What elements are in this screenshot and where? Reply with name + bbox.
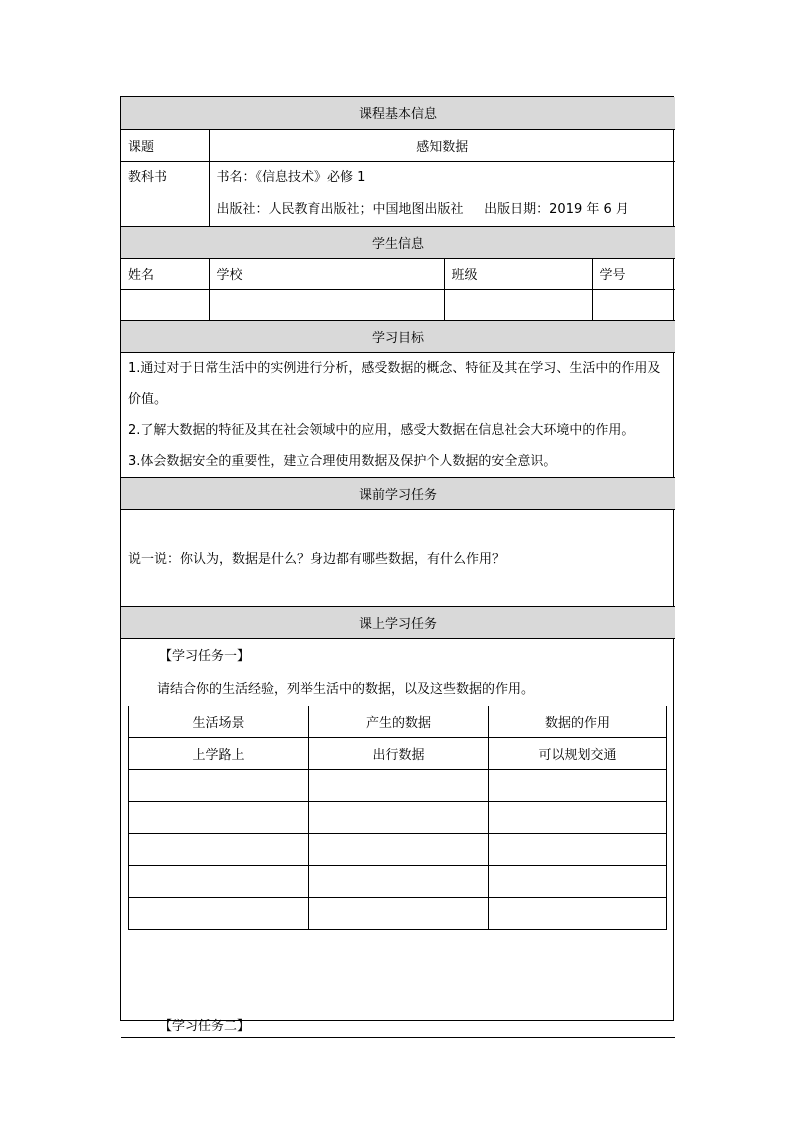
table-row: [129, 770, 667, 802]
table-row: [129, 802, 667, 834]
objective-item: 1.通过对于日常生活中的实例进行分析，感受数据的概念、特征及其在学习、生活中的作用及价值。: [128, 360, 661, 407]
section-header-pre-class: 课前学习任务: [121, 477, 675, 509]
task1-title: 【学习任务一】: [159, 648, 251, 664]
worksheet: [120, 96, 674, 1034]
example-scenario: 上学路上: [129, 738, 309, 770]
topic-value: 感知数据: [209, 129, 675, 161]
blank-cell[interactable]: [489, 898, 667, 930]
objective-item: 3.体会数据安全的重要性，建立合理使用数据及保护个人数据的安全意识。: [128, 453, 557, 469]
blank-cell[interactable]: [129, 770, 309, 802]
section-header-student-info: 学生信息: [121, 226, 675, 258]
header-generated-data: 产生的数据: [309, 706, 489, 738]
blank-cell[interactable]: [129, 802, 309, 834]
header-scenario: 生活场景: [129, 706, 309, 738]
pre-class-prompt: 说一说：你认为，数据是什么？身边都有哪些数据，有什么作用？: [121, 509, 675, 606]
example-data: 出行数据: [309, 738, 489, 770]
in-class-tasks: [121, 638, 675, 1038]
blank-cell[interactable]: [489, 866, 667, 898]
blank-cell[interactable]: [129, 866, 309, 898]
blank-cell[interactable]: [129, 898, 309, 930]
class-field[interactable]: [444, 289, 592, 320]
table-row: [129, 866, 667, 898]
objectives-list: [121, 352, 675, 477]
objective-item: 2.了解大数据的特征及其在社会领域中的应用，感受大数据在信息社会大环境中的作用。: [128, 422, 635, 438]
student-id-field[interactable]: [592, 289, 675, 320]
topic-label: 课题: [121, 129, 209, 161]
header-data-purpose: 数据的作用: [489, 706, 667, 738]
blank-cell[interactable]: [309, 898, 489, 930]
student-id-label: 学号: [592, 258, 675, 289]
data-examples-table: [128, 706, 667, 931]
blank-cell[interactable]: [129, 834, 309, 866]
blank-cell[interactable]: [489, 834, 667, 866]
class-label: 班级: [444, 258, 592, 289]
textbook-label: 教科书: [121, 161, 209, 226]
task1-description: 请结合你的生活经验，列举生活中的数据，以及这些数据的作用。: [157, 681, 535, 697]
blank-cell[interactable]: [309, 770, 489, 802]
section-header-course-info: 课程基本信息: [121, 97, 675, 129]
blank-cell[interactable]: [309, 802, 489, 834]
name-field[interactable]: [121, 289, 209, 320]
table-row: [129, 898, 667, 930]
blank-cell[interactable]: [489, 802, 667, 834]
publisher-line: 出版社：人民教育出版社；中国地图出版社 出版日期：2019 年 6 月: [216, 201, 629, 217]
name-label: 姓名: [121, 258, 209, 289]
blank-cell[interactable]: [309, 866, 489, 898]
school-label: 学校: [209, 258, 444, 289]
school-field[interactable]: [209, 289, 444, 320]
blank-cell[interactable]: [489, 770, 667, 802]
worksheet-table: [121, 97, 675, 1038]
task2-title: 【学习任务二】: [159, 1019, 251, 1034]
section-header-objectives: 学习目标: [121, 320, 675, 352]
example-purpose: 可以规划交通: [489, 738, 667, 770]
blank-cell[interactable]: [309, 834, 489, 866]
book-line: 书名：《信息技术》必修 1: [216, 169, 366, 185]
section-header-in-class: 课上学习任务: [121, 606, 675, 638]
textbook-details: [209, 161, 675, 226]
table-row: [129, 834, 667, 866]
